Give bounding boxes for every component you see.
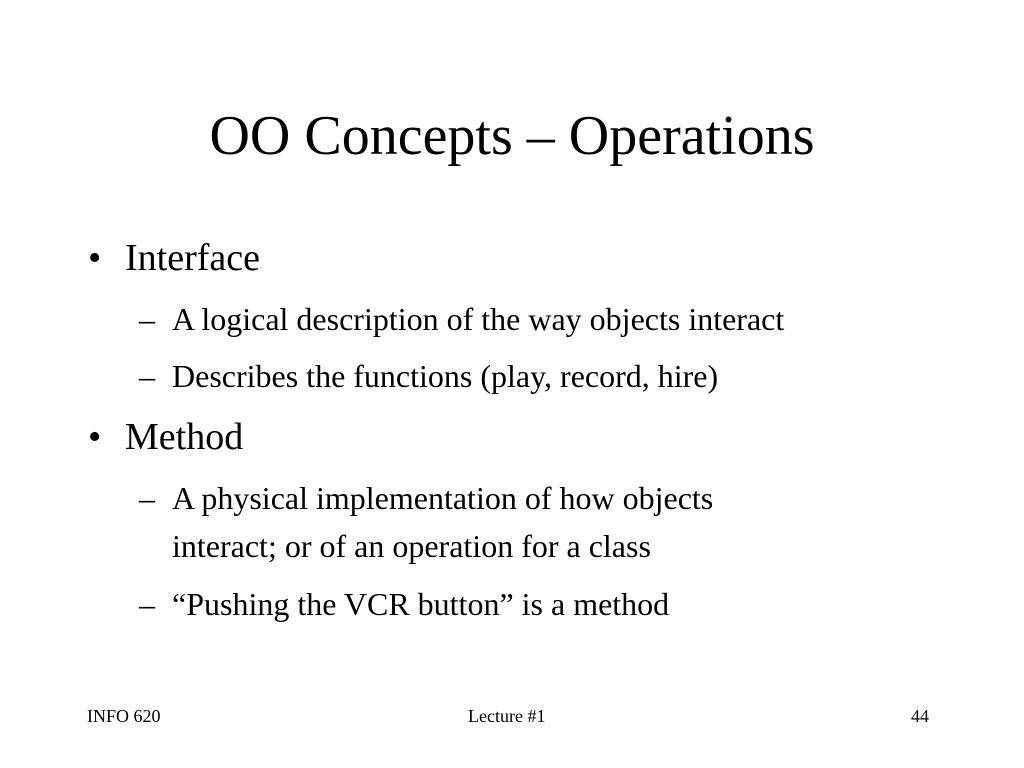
subbullet-line-continued: interact; or of an operation for a class xyxy=(172,528,651,564)
subbullet-marker: – xyxy=(139,301,155,337)
subbullet-line: Describes the functions (play, record, hire) xyxy=(172,358,719,394)
subbullet-marker: – xyxy=(139,358,155,394)
bullet-label: Interface xyxy=(125,237,260,279)
bullet-marker: • xyxy=(88,416,102,458)
footer-lecture: Lecture #1 xyxy=(468,706,546,726)
subbullet-line: “Pushing the VCR button” is a method xyxy=(172,586,670,622)
bullet-marker: • xyxy=(88,237,102,279)
subbullet-line: A logical description of the way objects interact xyxy=(172,301,785,337)
subbullet-marker: – xyxy=(139,586,155,622)
footer-course: INFO 620 xyxy=(87,706,161,726)
subbullet-marker: – xyxy=(139,480,155,516)
footer-page-number: 44 xyxy=(911,706,929,726)
slide-title: OO Concepts – Operations xyxy=(209,105,815,167)
subbullet-line: A physical implementation of how objects xyxy=(172,480,714,516)
bullet-label: Method xyxy=(125,416,244,458)
